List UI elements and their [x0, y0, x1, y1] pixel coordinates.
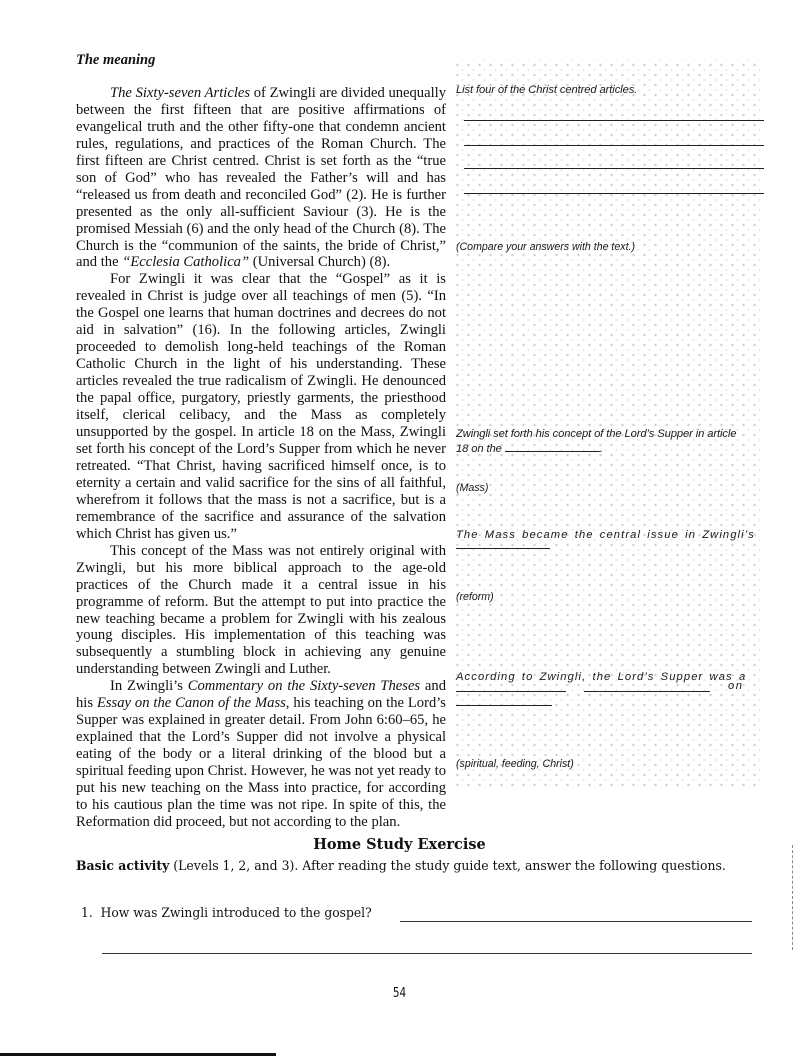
review-question-3: The Mass became the central issue in Zwingli’s	[456, 529, 755, 541]
exercise-intro: Basic activity (Levels 1, 2, and 3). After reading the study guide text, answer the following questions.	[76, 858, 726, 874]
question-word-on: on	[728, 680, 744, 692]
answer-line[interactable]	[400, 921, 752, 922]
page-number: 54	[392, 986, 407, 1001]
review-question-1	[456, 83, 758, 98]
paragraph-3: This concept of the Mass was not entirely original with Zwingli, but his more biblical approach to the age-old practices of the Church made it a central issue in his programme of reform. But the attempt to put into practice the new teaching became a problem for Zwingli with his zealous young disciples. His implementation of this teaching was subsequently a stumbling block in achieving any genuine understanding between Zwingli and Luther.	[76, 542, 446, 678]
sidebar-review-panel	[452, 60, 764, 787]
fill-in-blank[interactable]	[456, 548, 550, 549]
article-title-italic: The Sixty-seven Articles	[110, 84, 251, 101]
review-answer-3: (reform)	[456, 591, 494, 603]
answer-line[interactable]	[102, 953, 752, 954]
review-question-4: According to Zwingli, the Lord’s Supper was a	[456, 671, 747, 683]
answer-line-4[interactable]	[464, 193, 764, 194]
fill-in-blank[interactable]	[505, 442, 600, 452]
review-answer-1: (Compare your answers with the text.)	[456, 241, 635, 253]
review-answer-4: (spiritual, feeding, Christ)	[456, 758, 574, 770]
answer-line-1[interactable]	[464, 120, 764, 121]
question-prompt: List four of the Christ centred articles.	[456, 84, 638, 96]
main-text-column	[76, 52, 446, 831]
fill-in-blank[interactable]	[584, 691, 710, 692]
paragraph-1: The Sixty-seven Articles of Zwingli are divided unequally between the first fifteen that are positive affirmations of evangelical truth and the other fifty-one that condemn ancient rules, regulations, and practices of the Roman Church. The first fifteen are Christ centred. Christ is set forth as the “true son of God” who has revealed the Father’s will and has “released us from death and reconciled God” (2). He is further presented as the only all-sufficient Saviour (3). He is the promised Messiah (6) and the only head of the Church (8). The Church is the “communion of the saints, the bride of Christ,” and the “Ecclesia Catholica” (Universal Church) (8).	[76, 84, 446, 271]
section-heading: The meaning	[76, 52, 156, 68]
paragraph-4: In Zwingli’s Commentary on the Sixty-seven Theses and his Essay on the Canon of the Mass, his teaching on the Lord’s Supper was explained in greater detail. From John 6:60–65, he explained that the Lord’s Supper did not involve a physical eating of the body or a literal drinking of the blood but a spiritual feeding upon Christ. However, he was not yet ready to put his new teaching on the Mass into practice, for according to his cautious plan the time was not ripe. In spite of this, the Reformation did proceed, but not according to the plan.	[76, 678, 446, 830]
scan-edge-rule	[0, 1053, 276, 1056]
paragraph-2: For Zwingli it was clear that the “Gospel” as it is revealed in Christ is judge over all teachings of men (5). “In the Gospel one learns that human doctrines and decrees do not aid in salvation” (16). In the following articles, Zwingli proceeded to demolish long-held teachings of the Roman Catholic Church in the light of his understanding. These articles revealed the true radicalism of Zwingli. He denounced the papal office, purgatory, priestly garments, the priesthood itself, clerical celibacy, and the Mass as completely unsupported by the gospel. In article 18 on the Mass, Zwingli set forth his concept of the Lord’s Supper from which he never retreated. “That Christ, having sacrificed himself once, is to eternity a certain and valid sacrifice for the sins of all faithful, wherefrom it follows that the mass is not a sacrifice, but is a remembrance of the sacrifice and assurance of the salvation which Christ has given us.”	[76, 271, 446, 542]
answer-line-2[interactable]	[464, 145, 764, 146]
review-answer-2: (Mass)	[456, 482, 489, 494]
fill-in-blank[interactable]	[456, 705, 552, 706]
exercise-question-1: 1. How was Zwingli introduced to the gospel?	[81, 906, 372, 921]
review-question-2: Zwingli set forth his concept of the Lord’s Supper in article 18 on the .	[456, 428, 737, 455]
fill-in-blank[interactable]	[456, 691, 566, 692]
exercise-title: Home Study Exercise	[313, 836, 486, 853]
scan-margin-mark	[792, 845, 793, 950]
answer-line-3[interactable]	[464, 168, 764, 169]
